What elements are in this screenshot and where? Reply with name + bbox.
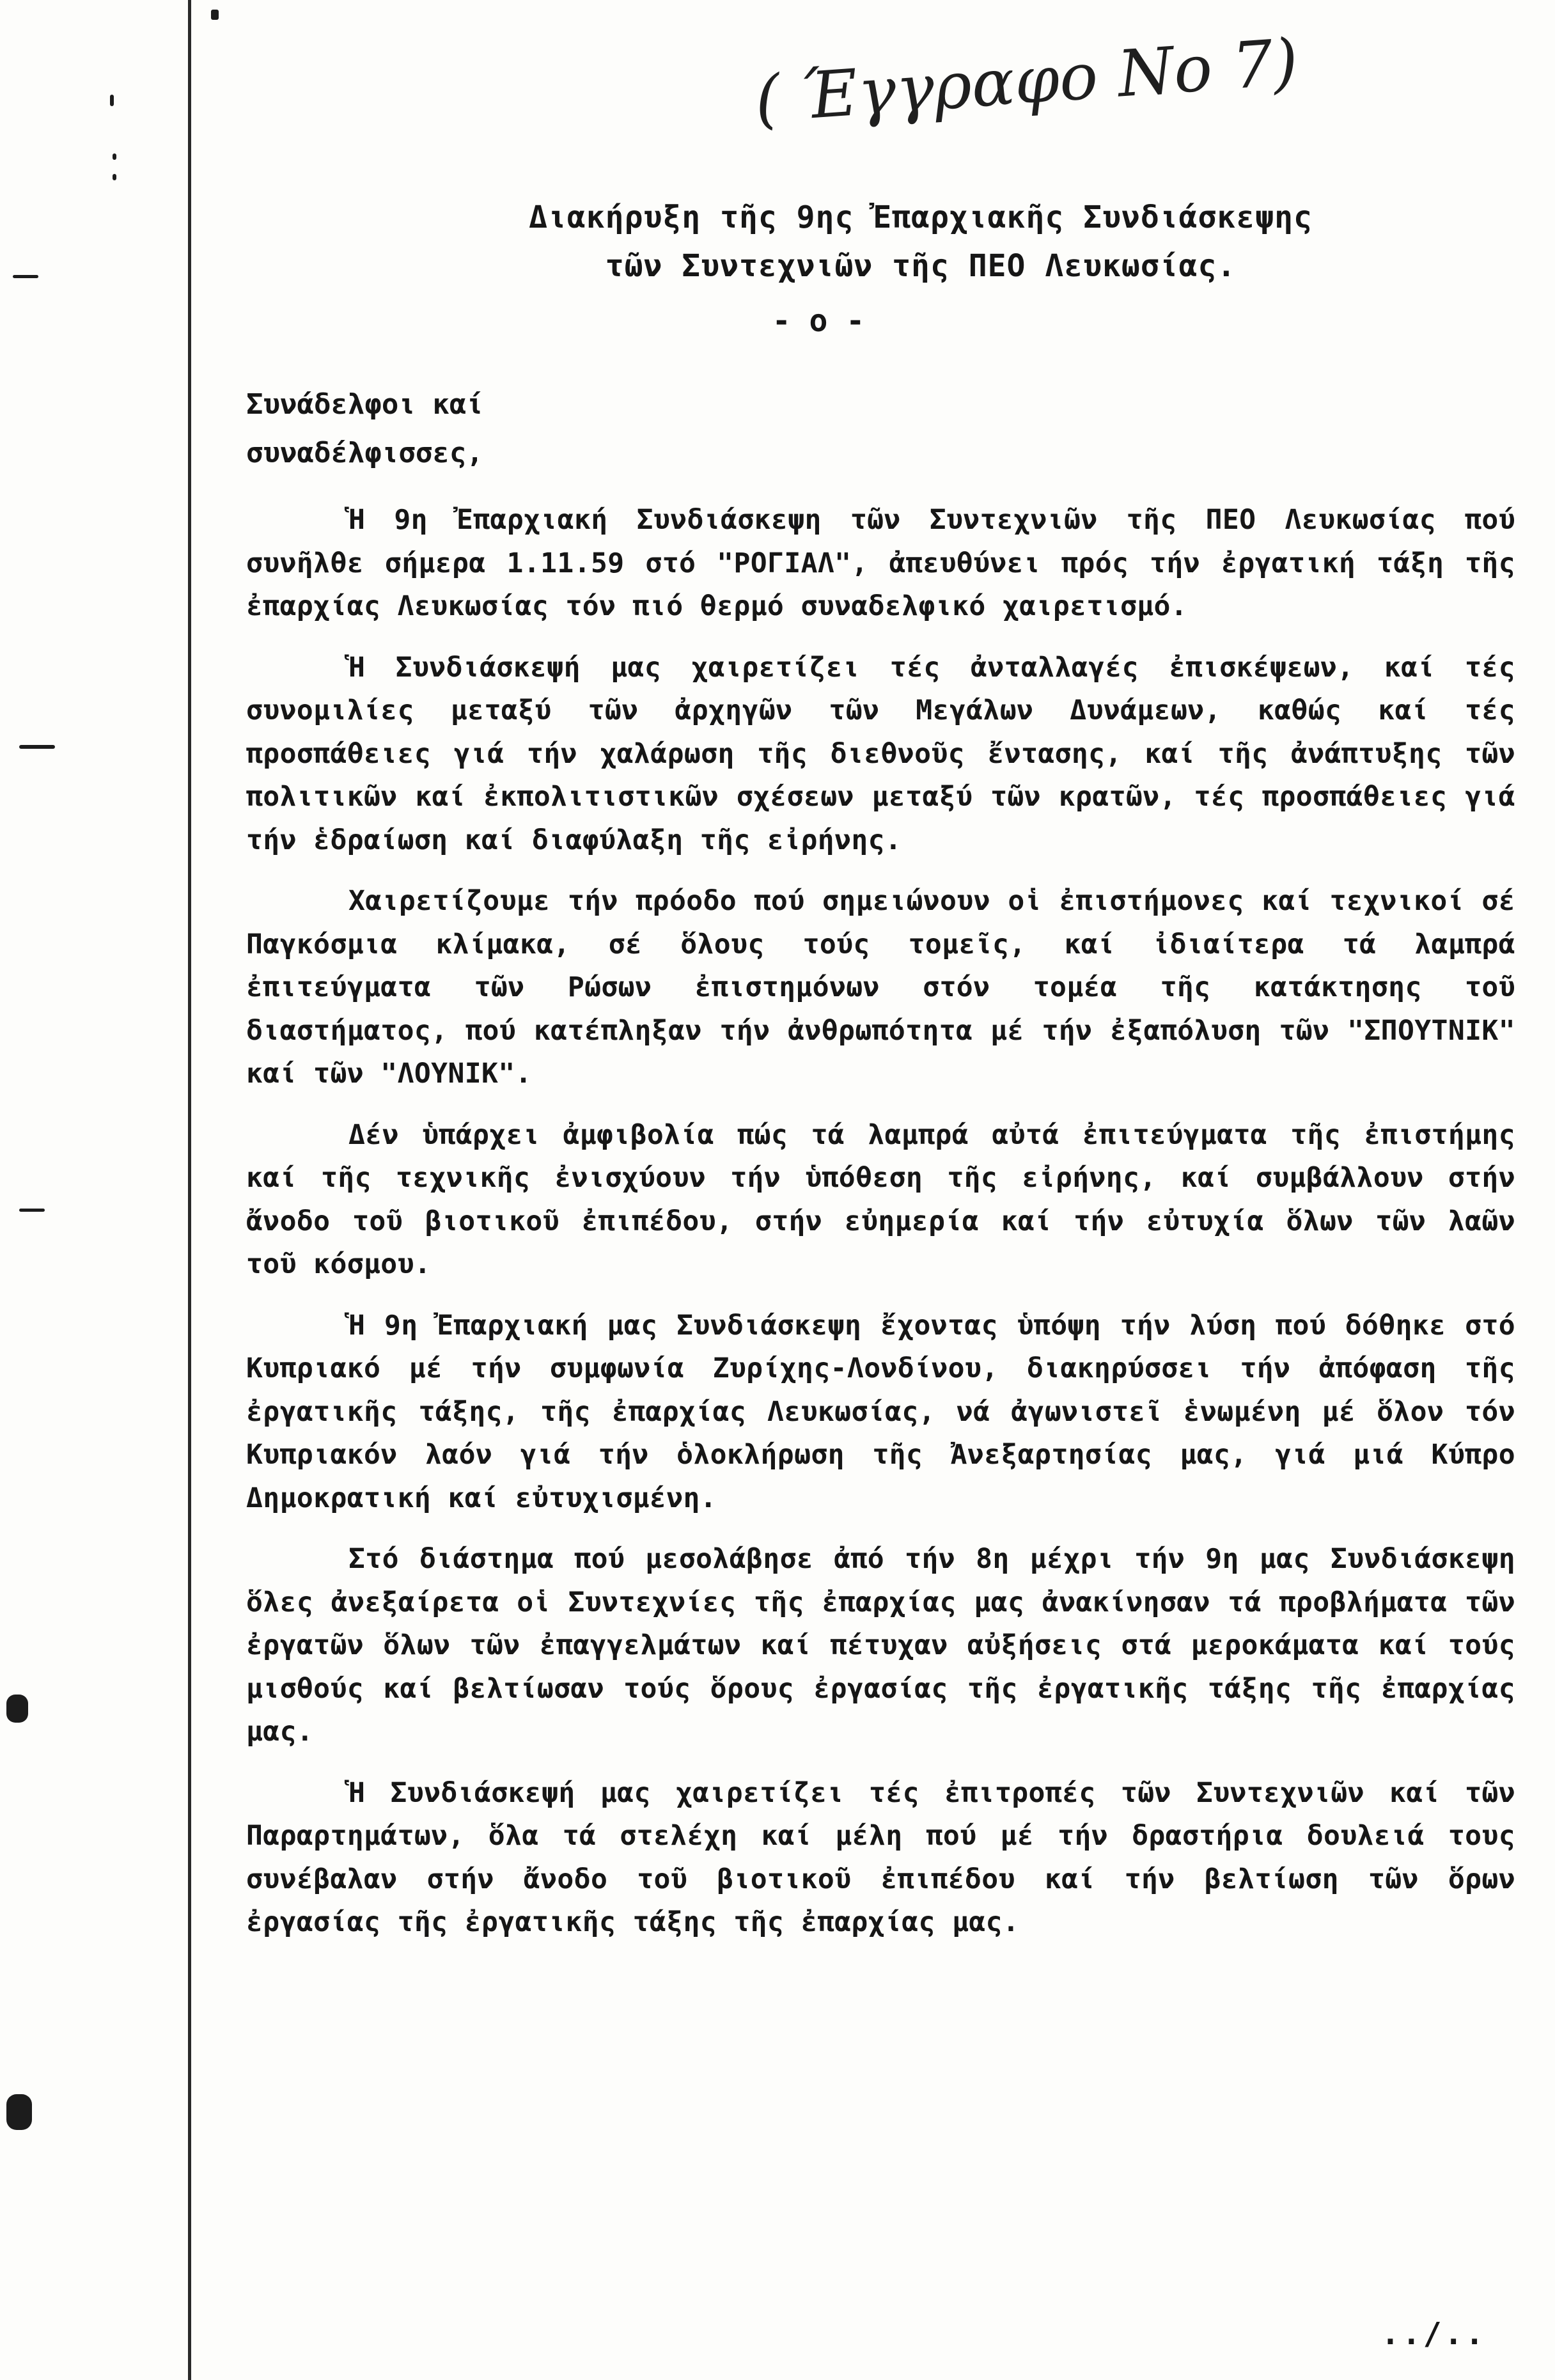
scan-mark	[110, 95, 114, 106]
greeting-line-2: συναδέλφισσες,	[246, 437, 483, 469]
paragraph: Δέν ὑπάρχει ἀμφιβολία πώς τά λαμπρά αὐτά ἐπιτεύγματα τῆς ἐπιστήμης καί τῆς τεχνικῆς ἐνισχύουν τήν ὑπόθεση τῆς εἰρήνης, καί συμβάλλουν στήν ἄνοδο τοῦ βιοτικοῦ ἐπιπέδου, στήν εὐημερία καί τήν εὐτυχία ὅλων τῶν λαῶν τοῦ κόσμου.	[246, 1118, 1515, 1280]
document-body	[246, 499, 1515, 1962]
scan-mark	[6, 2094, 32, 2130]
document-title	[294, 193, 1547, 290]
scan-mark	[19, 1209, 45, 1212]
scan-mark	[113, 153, 116, 160]
title-line-1: Διακήρυξη τῆς 9ης Ἐπαρχιακῆς Συνδιάσκεψης	[529, 200, 1313, 235]
paragraph: Ἡ 9η Ἐπαρχιακή Συνδιάσκεψη τῶν Συντεχνιῶν τῆς ΠΕΟ Λευκωσίας πού συνῆλθε σήμερα 1.11.59 στό "ΡΟΓΙΑΛ", ἀπευθύνει πρός τήν ἐργατική τάξη τῆς ἐπαρχίας Λευκωσίας τόν πιό θερμό συναδελφικό χαιρετισμό.	[246, 504, 1515, 622]
binding-line	[188, 0, 191, 2380]
scan-mark	[19, 745, 55, 749]
paragraph: Στό διάστημα πού μεσολάβησε ἀπό τήν 8η μέχρι τήν 9η μας Συνδιάσκεψη ὅλες ἀνεξαίρετα οἱ Συντεχνίες τῆς ἐπαρχίας μας ἀνακίνησαν τά προβλήματα τῶν ἐργατῶν ὅλων τῶν ἐπαγγελμάτων καί πέτυχαν αὐξήσεις στά μεροκάματα καί τούς μισθούς καί βελτίωσαν τούς ὅρους ἐργασίας τῆς ἐργατικῆς τάξης τῆς ἐπαρχίας μας.	[246, 1543, 1515, 1748]
continuation-mark: ../..	[1381, 2316, 1487, 2352]
scan-mark	[113, 174, 116, 180]
paragraph: Ἡ Συνδιάσκεψή μας χαιρετίζει τές ἀνταλλαγές ἐπισκέψεων, καί τές συνομιλίες μεταξύ τῶν ἀρχηγῶν τῶν Μεγάλων Δυνάμεων, καθώς καί τές προσπάθειες γιά τήν χαλάρωση τῆς διεθνοῦς ἔντασης, καί τῆς ἀνάπτυξης τῶν πολιτικῶν καί ἐκπολιτιστικῶν σχέσεων μεταξύ τῶν κρατῶν, τές προσπάθειες γιά τήν ἑδραίωση καί διαφύλαξη τῆς εἰρήνης.	[246, 651, 1515, 856]
paragraph: Ἡ 9η Ἐπαρχιακή μας Συνδιάσκεψη ἔχοντας ὑπόψη τήν λύση πού δόθηκε στό Κυπριακό μέ τήν συμφωνία Ζυρίχης-Λονδίνου, διακηρύσσει τήν ἀπόφαση τῆς ἐργατικῆς τάξης, τῆς ἐπαρχίας Λευκωσίας, νά ἀγωνιστεῖ ἑνωμένη μέ ὅλον τόν Κυπριακόν λαόν γιά τήν ὁλοκλήρωση τῆς Ἀνεξαρτησίας μας, γιά μιά Κύπρο Δημοκρατική καί εὐτυχισμένη.	[246, 1309, 1515, 1514]
scan-mark	[6, 1695, 28, 1723]
paragraph: Ἡ Συνδιάσκεψή μας χαιρετίζει τές ἐπιτροπές τῶν Συντεχνιῶν καί τῶν Παραρτημάτων, ὅλα τά στελέχη καί μέλη πού μέ τήν δραστήρια δουλειά τους συνέβαλαν στήν ἄνοδο τοῦ βιοτικοῦ ἐπιπέδου καί τήν βελτίωση τῶν ὅρων ἐργασίας τῆς ἐργατικῆς τάξης τῆς ἐπαρχίας μας.	[246, 1776, 1515, 1938]
greeting-line-1: Συνάδελφοι καί	[246, 388, 483, 421]
handwritten-document-number: ( Έγγραφο Νο 7)	[752, 24, 1301, 137]
title-separator: - ο -	[772, 303, 865, 339]
title-line-2: τῶν Συντεχνιῶν τῆς ΠΕΟ Λευκωσίας.	[605, 248, 1237, 284]
scan-mark	[211, 10, 219, 20]
scan-mark	[13, 275, 38, 278]
greeting	[246, 380, 483, 478]
paragraph: Χαιρετίζουμε τήν πρόοδο πού σημειώνουν οἱ ἐπιστήμονες καί τεχνικοί σέ Παγκόσμια κλίμακα, σέ ὅλους τούς τομεῖς, καί ἰδιαίτερα τά λαμπρά ἐπιτεύγματα τῶν Ρώσων ἐπιστημόνων στόν τομέα τῆς κατάκτησης τοῦ διαστήματος, πού κατέπληξαν τήν ἀνθρωπότητα μέ τήν ἐξαπόλυση τῶν "ΣΠΟΥΤΝΙΚ" καί τῶν "ΛΟΥΝΙΚ".	[246, 885, 1515, 1090]
